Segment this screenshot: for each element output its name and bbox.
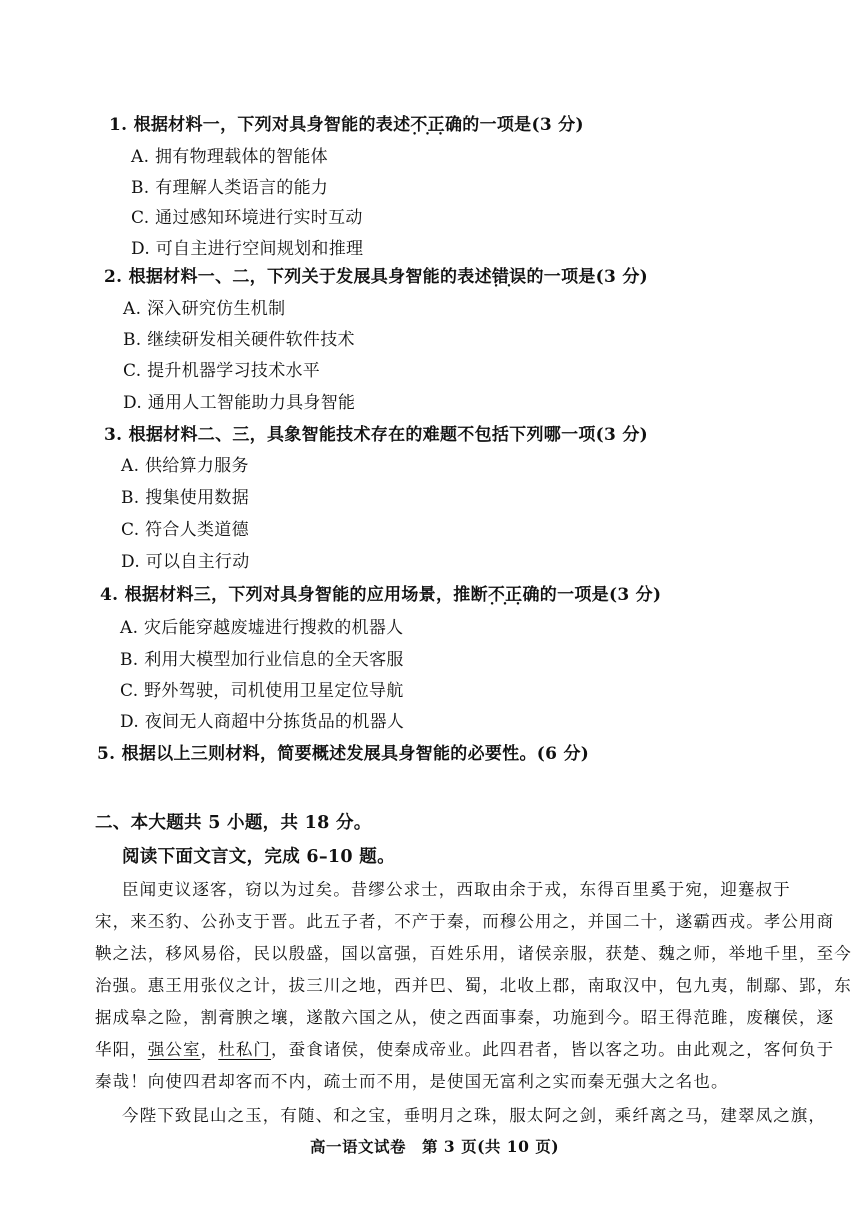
q1-stem bbox=[109, 114, 584, 136]
section-2-title: 二、本大题共 5 小题，共 18 分。 bbox=[95, 813, 372, 833]
q3-option-a: A. 供给算力服务 bbox=[121, 456, 249, 476]
passage-line-6-a: 华阳， bbox=[95, 1040, 148, 1059]
q3-option-d: D. 可以自主行动 bbox=[121, 552, 250, 572]
q4-option-a: A. 灾后能穿越废墟进行搜救的机器人 bbox=[120, 618, 404, 638]
q2-option-b: B. 继续研发相关硬件软件技术 bbox=[123, 330, 355, 350]
q1-option-a: A. 拥有物理载体的智能体 bbox=[131, 147, 328, 167]
passage-line-6-b: ， bbox=[200, 1040, 219, 1059]
q4-option-b: B. 利用大模型加行业信息的全天客服 bbox=[120, 650, 404, 670]
q1-stem-text-b: 的一项是(3 分) bbox=[462, 115, 584, 135]
q2-option-a: A. 深入研究仿生机制 bbox=[123, 299, 286, 319]
q3-option-b: B. 搜集使用数据 bbox=[121, 488, 249, 508]
q1-option-b: B. 有理解人类语言的能力 bbox=[131, 178, 329, 198]
section-2-instruction: 阅读下面文言文，完成 6–10 题。 bbox=[122, 847, 395, 867]
passage-line-4: 治强。惠王用张仪之计，拔三川之地，西并巴、蜀，北收上郡，南取汉中，包九夷，制鄢、郢，东 bbox=[95, 976, 852, 995]
q1-stem-text-a: 1. 根据材料一，下列对具身智能的表述 bbox=[109, 115, 411, 135]
q2-option-d: D. 通用人工智能助力具身智能 bbox=[123, 393, 356, 413]
q1-option-d: D. 可自主进行空间规划和推理 bbox=[131, 239, 364, 259]
passage-line-6 bbox=[95, 1039, 834, 1061]
passage-line-7: 秦哉！向使四君却客而不内，疏士而不用，是使国无富利之实而秦无强大之名也。 bbox=[95, 1072, 729, 1091]
q1-stem-emphasis: 不正确 • • • bbox=[410, 114, 462, 136]
page-footer: 高一语文试卷 第 3 页(共 10 页) bbox=[310, 1137, 560, 1156]
underlined-phrase-1: 强公室 bbox=[147, 1040, 201, 1059]
passage-line-3: 鞅之法，移风易俗，民以殷盛，国以富强，百姓乐用，诸侯亲服，获楚、魏之师，举地千里，至今 bbox=[95, 944, 852, 963]
q2-stem-text-b: 的一项是(3 分) bbox=[526, 267, 649, 287]
q3-stem: 3. 根据材料二、三，具象智能技术存在的难题不包括下列哪一项(3 分) bbox=[104, 425, 648, 445]
q4-stem bbox=[100, 584, 661, 606]
q4-stem-text-b: 的一项是(3 分) bbox=[539, 585, 662, 605]
q4-stem-emphasis: 不正确 • • • bbox=[488, 584, 540, 606]
q2-stem-emphasis: 错误 • • bbox=[492, 266, 527, 288]
passage-line-1: 臣闻吏议逐客，窃以为过矣。昔缪公求士，西取由余于戎，东得百里奚于宛，迎蹇叔于 bbox=[122, 880, 791, 899]
q5-stem: 5. 根据以上三则材料，简要概述发展具身智能的必要性。(6 分) bbox=[97, 744, 590, 764]
passage-line-5: 据成皋之险，割膏腴之壤，遂散六国之从，使之西面事秦，功施到今。昭王得范雎，废穰侯，逐 bbox=[95, 1008, 835, 1027]
q2-option-c: C. 提升机器学习技术水平 bbox=[123, 361, 321, 381]
passage-line-8: 今陛下致昆山之玉，有随、和之宝，垂明月之珠，服太阿之剑，乘纤离之马，建翠凤之旗， bbox=[122, 1106, 826, 1125]
passage-line-6-c: ，蚕食诸侯，使秦成帝业。此四君者，皆以客之功。由此观之，客何负于 bbox=[271, 1040, 835, 1059]
q3-option-c: C. 符合人类道德 bbox=[121, 520, 249, 540]
q4-option-d: D. 夜间无人商超中分拣货品的机器人 bbox=[120, 712, 405, 732]
q1-option-c: C. 通过感知环境进行实时互动 bbox=[131, 208, 363, 228]
q2-stem bbox=[104, 266, 648, 288]
q2-stem-text-a: 2. 根据材料一、二，下列关于发展具身智能的表述 bbox=[104, 267, 492, 287]
q4-option-c: C. 野外驾驶，司机使用卫星定位导航 bbox=[120, 681, 404, 701]
passage-line-2: 宋，来丕豹、公孙支于晋。此五子者，不产于秦，而穆公用之，并国二十，遂霸西戎。孝公用商 bbox=[95, 912, 835, 931]
underlined-phrase-2: 杜私门 bbox=[218, 1040, 272, 1059]
q4-stem-text-a: 4. 根据材料三，下列对具身智能的应用场景，推断 bbox=[100, 585, 488, 605]
